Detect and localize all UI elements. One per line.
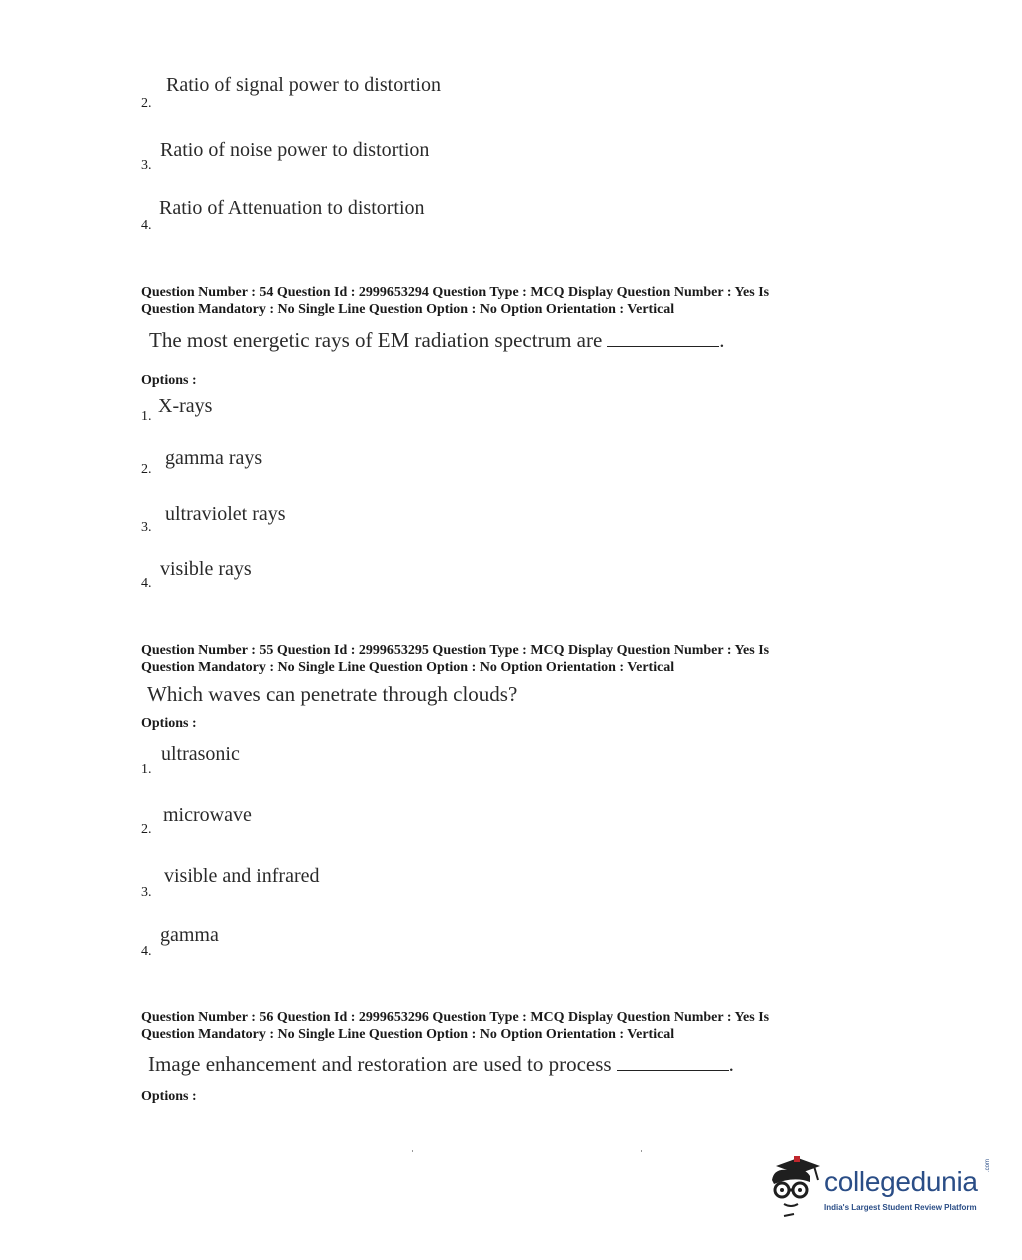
student-mascot-icon [764,1152,824,1222]
q56-meta-line-2: Question Mandatory : No Single Line Question Option : No Option Orientation : Vertical [141,1027,675,1042]
logo-tagline: India's Largest Student Review Platform [824,1203,977,1212]
q53-option-2-text: Ratio of signal power to distortion [166,74,441,96]
q54-option-3-text: ultraviolet rays [165,503,286,525]
q55-option-1-text: ultrasonic [161,743,240,765]
q56-options-label: Options : [141,1089,197,1104]
q56-meta-line-1: Question Number : 56 Question Id : 2999653296 Question Type : MCQ Display Question Number : Yes Is [141,1010,770,1025]
q54-option-2-text: gamma rays [165,447,263,469]
q55-option-3-text: visible and infrared [164,865,320,887]
collegedunia-logo [764,1152,994,1222]
q55-question-text: Which waves can penetrate through clouds? [147,682,518,706]
q54-question-body: The most energetic rays of EM radiation spectrum are [149,328,603,352]
q54-option-4-number: 4. [141,576,152,591]
q55-option-1-number: 1. [141,762,152,777]
q56-answer-blank [617,1069,729,1071]
q53-option-3-number: 3. [141,158,152,173]
q54-option-2-number: 2. [141,462,152,477]
q54-option-3-number: 3. [141,520,152,535]
q54-question-end: . [719,328,725,352]
q54-option-1-text: X-rays [158,395,213,417]
q55-option-2-number: 2. [141,822,152,837]
logo-brand: collegedunia [824,1166,978,1197]
q54-option-4-text: visible rays [160,558,252,580]
q55-options-label: Options : [141,716,197,731]
q55-option-2-text: microwave [163,804,252,826]
logo-domain: .com [985,1158,991,1172]
q53-option-4-text: Ratio of Attenuation to distortion [159,197,425,219]
q55-option-4-number: 4. [141,944,152,959]
q53-option-3-text: Ratio of noise power to distortion [160,139,430,161]
q54-answer-blank [607,345,719,347]
q54-option-1-number: 1. [141,409,152,424]
q55-meta-line-2: Question Mandatory : No Single Line Question Option : No Option Orientation : Vertical [141,660,675,675]
scan-speck [412,1150,413,1152]
q55-meta-line-1: Question Number : 55 Question Id : 2999653295 Question Type : MCQ Display Question Number : Yes Is [141,643,770,658]
q56-question-body: Image enhancement and restoration are used to process [148,1052,612,1076]
q54-options-label: Options : [141,373,197,388]
q56-question-end: . [728,1052,734,1076]
q56-question-text [148,1052,734,1077]
scan-speck [641,1150,642,1152]
q54-meta-line-1: Question Number : 54 Question Id : 2999653294 Question Type : MCQ Display Question Number : Yes Is [141,285,770,300]
q54-meta-line-2: Question Mandatory : No Single Line Question Option : No Option Orientation : Vertical [141,302,675,317]
q54-question-text [149,328,725,353]
q55-option-3-number: 3. [141,885,152,900]
q53-option-2-number: 2. [141,96,152,111]
q53-option-4-number: 4. [141,218,152,233]
q55-option-4-text: gamma [160,924,219,946]
